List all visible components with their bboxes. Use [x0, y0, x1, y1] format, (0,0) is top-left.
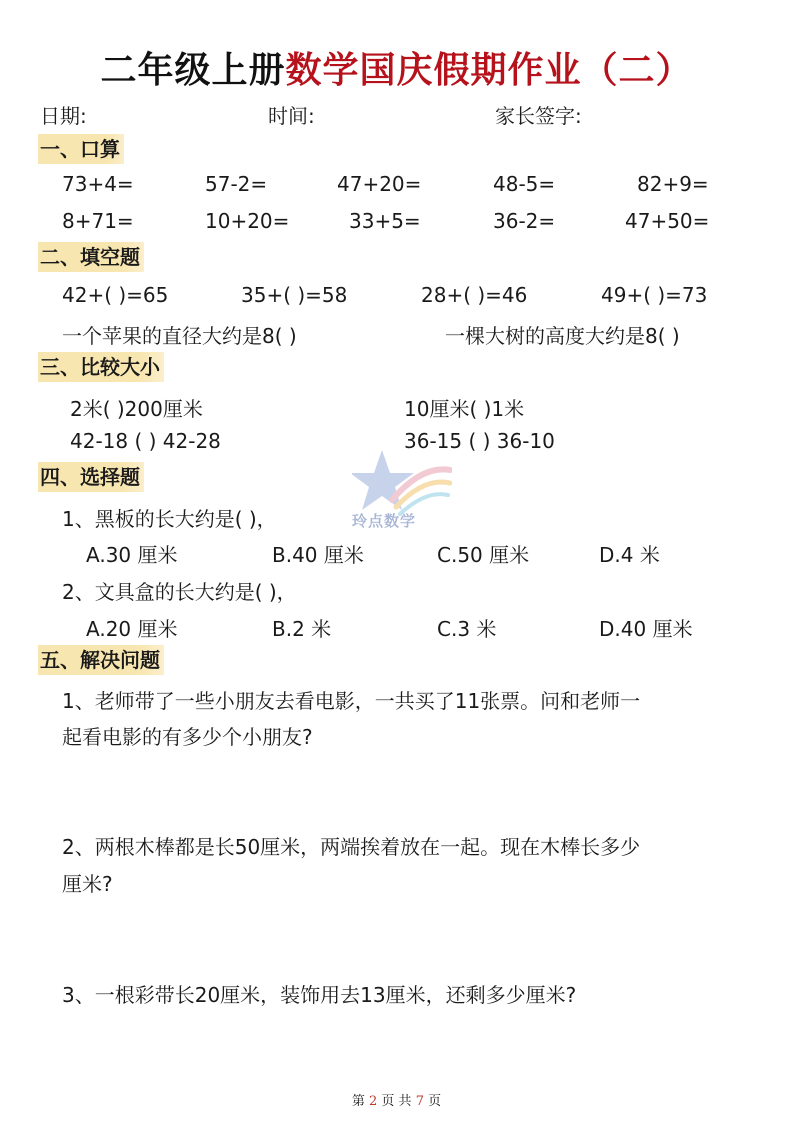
problem-item: 36-15 ( ) 36-10: [404, 429, 555, 453]
word-problem-1-line-1: 1、老师带了一些小朋友去看电影，一共买了11张票。问和老师一: [62, 689, 641, 713]
problem-item: 10+20=: [205, 209, 290, 233]
word-problem-2-line-1: 2、两根木棒都是长50厘米，两端挨着放在一起。现在木棒长多少: [62, 835, 641, 859]
title-red-part: 数学国庆假期作业（二）: [285, 50, 693, 91]
problem-item: 一个苹果的直径大约是8( ): [62, 324, 297, 348]
title-black-part: 二年级上册: [100, 50, 286, 91]
problem-item: 一棵大树的高度大约是8( ): [445, 324, 680, 348]
option-item: A.30 厘米: [86, 543, 178, 567]
problem-item: 49+( )=73: [601, 283, 708, 307]
option-item: C.50 厘米: [437, 543, 530, 567]
option-item: D.4 米: [599, 543, 660, 567]
problem-item: 36-2=: [493, 209, 556, 233]
option-item: A.20 厘米: [86, 617, 178, 641]
problem-item: 48-5=: [493, 172, 556, 196]
problem-item: 57-2=: [205, 172, 268, 196]
option-item: B.2 米: [272, 617, 332, 641]
problem-item: 28+( )=46: [421, 283, 528, 307]
word-problem-1-line-2: 起看电影的有多少个小朋友?: [62, 725, 313, 749]
date-label: 日期:: [40, 104, 87, 128]
footer-suffix: 页: [428, 1094, 442, 1109]
problem-item: 10厘米( )1米: [404, 397, 525, 421]
time-label: 时间:: [268, 104, 315, 128]
choice-question-2: 2、文具盒的长大约是( )，: [62, 580, 297, 604]
page-footer: [0, 1090, 793, 1109]
section-heading-multiple-choice: 四、选择题: [38, 462, 144, 492]
problem-item: 33+5=: [349, 209, 421, 233]
section-heading-compare: 三、比较大小: [38, 352, 164, 382]
problem-item: 82+9=: [637, 172, 709, 196]
problem-item: 35+( )=58: [241, 283, 348, 307]
problem-item: 73+4=: [62, 172, 134, 196]
footer-page-number: 2: [369, 1094, 378, 1109]
page-title: [0, 42, 793, 93]
problem-item: 47+20=: [337, 172, 422, 196]
problem-item: 8+71=: [62, 209, 134, 233]
option-item: C.3 米: [437, 617, 497, 641]
option-item: B.40 厘米: [272, 543, 364, 567]
problem-item: 42-18 ( ) 42-28: [70, 429, 221, 453]
section-heading-word-problems: 五、解决问题: [38, 645, 164, 675]
option-item: D.40 厘米: [599, 617, 693, 641]
signature-label: 家长签字:: [495, 104, 582, 128]
word-problem-2-line-2: 厘米?: [62, 872, 113, 896]
problem-item: 2米( )200厘米: [70, 397, 203, 421]
watermark-text: 玲点数学: [352, 512, 417, 530]
footer-prefix: 第: [351, 1094, 365, 1109]
footer-total-pages: 7: [415, 1094, 424, 1109]
section-heading-oral-arithmetic: 一、口算: [38, 134, 124, 164]
choice-question-1: 1、黑板的长大约是( )，: [62, 507, 277, 531]
section-heading-fill-in: 二、填空题: [38, 242, 144, 272]
word-problem-3-line-1: 3、一根彩带长20厘米，装饰用去13厘米，还剩多少厘米?: [62, 983, 577, 1007]
problem-item: 42+( )=65: [62, 283, 169, 307]
problem-item: 47+50=: [625, 209, 710, 233]
footer-middle: 页 共: [381, 1094, 412, 1109]
